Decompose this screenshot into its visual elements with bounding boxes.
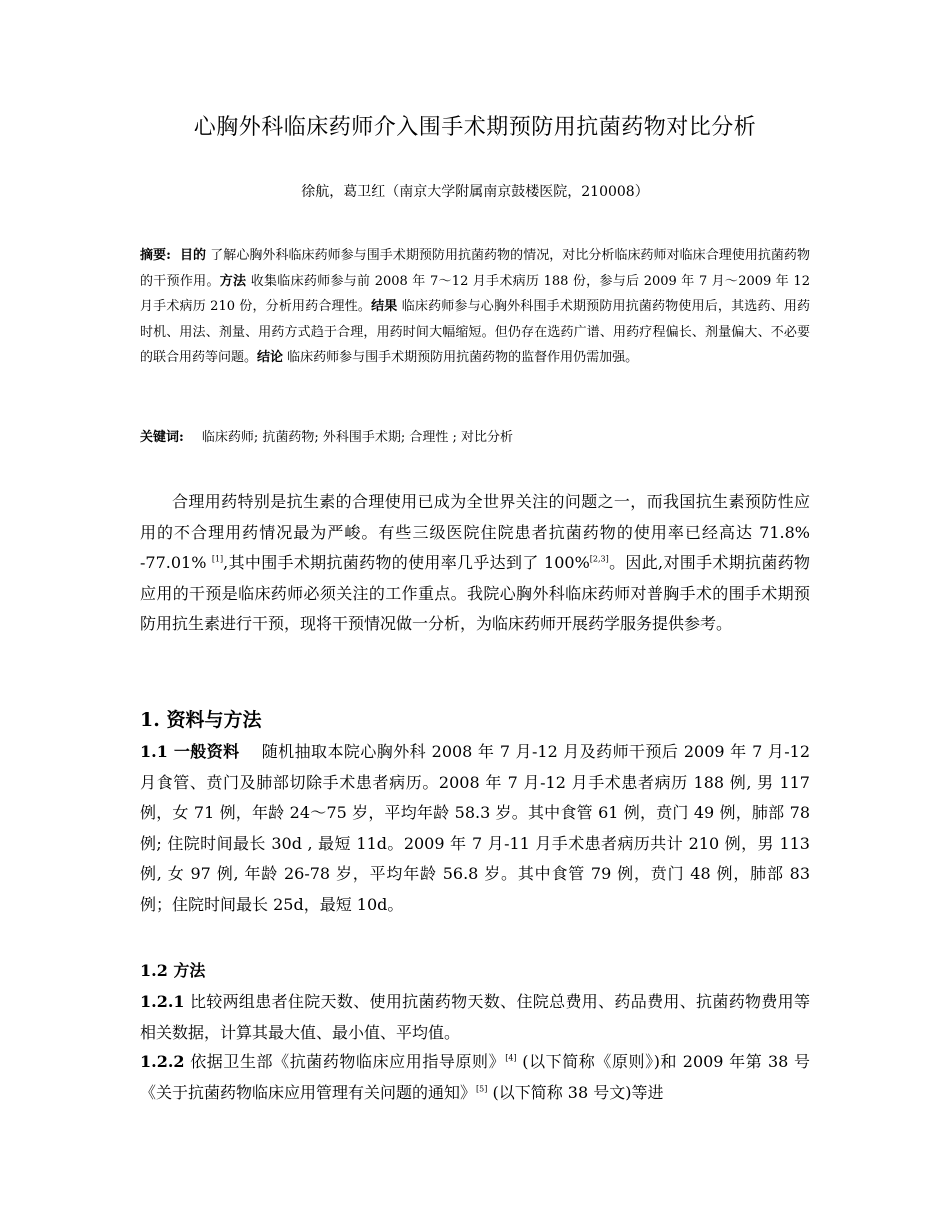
keywords (140, 426, 810, 445)
general-data-paragraph (140, 737, 810, 920)
method-item-label: 1.2.1 (140, 992, 185, 1011)
method-paragraph-2 (140, 1047, 810, 1108)
method-label: 方法 (219, 273, 247, 289)
method-item-text: 比较两组患者住院天数、使用抗菌药物天数、住院总费用、药品费用、抗菌药物费用等相关数据，计算其最大值、最小值、平均值。 (140, 992, 810, 1042)
method-item-text: (以下简称 38 号文)等进 (487, 1082, 664, 1102)
abstract (140, 243, 810, 371)
keywords-values: 临床药师; 抗菌药物; 外科围手术期; 合理性 ; 对比分析 (201, 430, 513, 445)
method-item-text: 依据卫生部《抗菌药物临床应用指导原则》 (184, 1052, 506, 1071)
keywords-label: 关键词: (140, 430, 184, 445)
intro-text-2: ,其中围手术期抗菌药物的使用率几乎达到了 100% (223, 553, 590, 572)
abstract-label: 摘要: (140, 248, 171, 263)
paper-title: 心胸外科临床药师介入围手术期预防用抗菌药物对比分析 (193, 115, 757, 140)
subsection-heading-method: 1.2 方法 (140, 961, 206, 980)
citation-ref: [4] (505, 1053, 517, 1063)
citation-ref: [2,3] (589, 554, 609, 564)
objective-text: 了解心胸外科临床药师参与围手术期预防用抗菌药物的情况，对比分析临床药师对临床合理使用抗菌药物的干预作用。 (140, 248, 810, 289)
citation-ref: [1] (211, 554, 224, 564)
intro-paragraph (140, 487, 810, 640)
method-item-text: (以下简称《原则》)和 2009 年第 38 号《关于抗菌药物临床应用管理有关问题的通知》 (140, 1052, 810, 1102)
objective-label: 目的 (180, 248, 207, 263)
citation-ref: [5] (476, 1084, 488, 1094)
conclusion-label: 结论 (257, 350, 284, 365)
result-label: 结果 (371, 299, 398, 314)
subsection-label: 1.1 一般资料 (140, 742, 240, 761)
intro-text-3: 。因此,对围手术期抗菌药物应用的干预是临床药师必须关注的工作重点。我院心胸外科临床药师对普胸手术的围手术期预防用抗生素进行干预，现将干预情况做一分析，为临床药师开展药学服务提供参考。 (140, 553, 811, 633)
conclusion-text: 临床药师参与围手术期预防用抗菌药物的监督作用仍需加强。 (283, 350, 639, 365)
author-line: 徐航，葛卫红（南京大学附属南京鼓楼医院，210008） (301, 184, 649, 200)
intro-text-1: 合理用药特别是抗生素的合理使用已成为全世界关注的问题之一，而我国抗生素预防性应用的不合理用药情况最为严峻。有些三级医院住院患者抗菌药物的使用率已经高达 71.8% -77.01% (140, 492, 810, 572)
method-text: 收集临床药师参与前 2008 年 7～12 月手术病历 188 份，参与后 2009 年 7 月～2009 年 12 月手术病历 210 份，分析用药合理性。 (140, 273, 810, 314)
method-paragraph-1 (140, 987, 810, 1048)
method-item-label: 1.2.2 (140, 1052, 185, 1071)
section-heading-methods: 1. 资料与方法 (140, 709, 262, 731)
general-data-text: 随机抽取本院心胸外科 2008 年 7 月-12 月及药师干预后 2009 年 7 月-12 月食管、贲门及肺部切除手术患者病历。2008 年 7 月-12 月手术患者病历 188 例, 男 117 例，女 71 例，年龄 24～75 岁，平均年龄 58.3 岁。其中食管 61 例，贲门 49 例，肺部 78 例; 住院时间最长 30d , 最短 11d。2009 年 7 月-11 月手术患者病历共计 210 例，男 113 例, 女 97 例, 年龄 26-78 岁，平均年龄 56.8 岁。其中食管 79 例，贲门 48 例，肺部 83 例；住院时间最长 25d，最短 10d。 (140, 742, 810, 914)
result-text: 临床药师参与心胸外科围手术期预防用抗菌药物使用后，其选药、用药时机、用法、剂量、用药方式趋于合理，用药时间大幅缩短。但仍存在选药广谱、用药疗程偏长、剂量偏大、不必要的联合用药等问题。 (140, 299, 810, 365)
